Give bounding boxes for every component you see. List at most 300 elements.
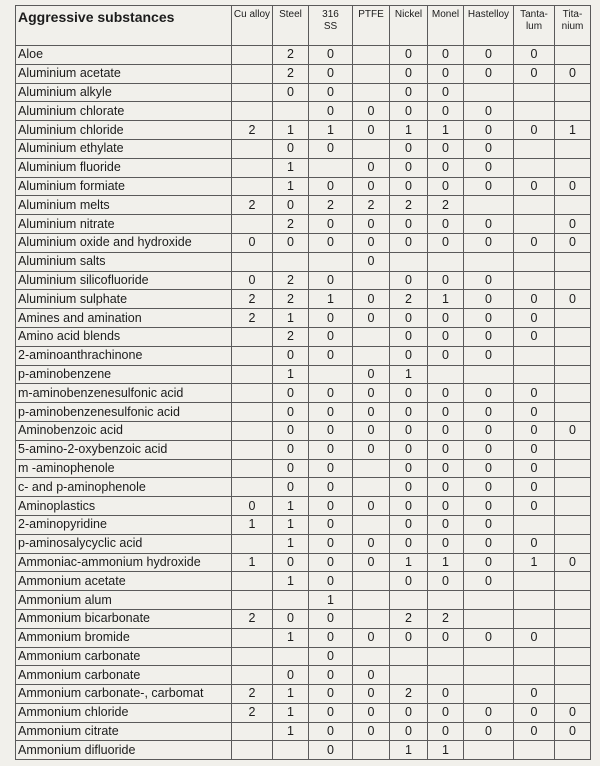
substance-name-cell: Aluminium oxide and hydroxide — [16, 233, 232, 252]
rating-cell: 0 — [353, 290, 390, 309]
rating-cell — [232, 421, 273, 440]
rating-cell: 0 — [464, 177, 514, 196]
rating-cell — [390, 666, 428, 685]
rating-cell: 0 — [309, 271, 353, 290]
rating-cell — [555, 628, 591, 647]
rating-cell: 1 — [514, 553, 555, 572]
rating-cell — [232, 139, 273, 158]
rating-cell: 0 — [428, 515, 464, 534]
rating-cell: 1 — [273, 722, 309, 741]
substance-name-cell: Aluminium chloride — [16, 121, 232, 140]
table-row — [16, 722, 591, 741]
rating-cell: 1 — [273, 703, 309, 722]
rating-cell: 0 — [309, 647, 353, 666]
rating-cell: 0 — [232, 233, 273, 252]
rating-cell: 0 — [353, 666, 390, 685]
substance-name-cell: Aluminium formiate — [16, 177, 232, 196]
table-row — [16, 309, 591, 328]
rating-cell: 0 — [428, 459, 464, 478]
rating-cell: 2 — [390, 196, 428, 215]
rating-cell — [232, 327, 273, 346]
rating-cell — [555, 440, 591, 459]
substance-name-cell: Amines and amination — [16, 309, 232, 328]
rating-cell — [232, 628, 273, 647]
rating-cell — [555, 102, 591, 121]
rating-cell: 1 — [390, 553, 428, 572]
rating-cell — [390, 252, 428, 271]
rating-cell: 0 — [464, 271, 514, 290]
rating-cell: 0 — [353, 102, 390, 121]
rating-cell: 0 — [390, 572, 428, 591]
rating-cell — [555, 271, 591, 290]
substance-name-cell: 5-amino-2-oxybenzoic acid — [16, 440, 232, 459]
rating-cell — [555, 647, 591, 666]
rating-cell: 0 — [514, 177, 555, 196]
table-row — [16, 384, 591, 403]
rating-cell: 0 — [514, 459, 555, 478]
rating-cell: 0 — [390, 515, 428, 534]
rating-cell: 1 — [555, 121, 591, 140]
rating-cell: 0 — [555, 233, 591, 252]
rating-cell: 0 — [309, 215, 353, 234]
rating-cell — [309, 365, 353, 384]
rating-cell — [555, 158, 591, 177]
rating-cell: 0 — [428, 346, 464, 365]
rating-cell: 0 — [309, 703, 353, 722]
rating-cell — [514, 196, 555, 215]
substance-name-cell: c- and p-aminophenole — [16, 478, 232, 497]
rating-cell: 0 — [232, 271, 273, 290]
substance-name-cell: Ammonium chloride — [16, 703, 232, 722]
rating-cell — [514, 647, 555, 666]
rating-cell: 0 — [428, 139, 464, 158]
rating-cell: 1 — [309, 591, 353, 610]
rating-cell: 0 — [390, 64, 428, 83]
rating-cell: 1 — [428, 121, 464, 140]
rating-cell: 0 — [390, 271, 428, 290]
rating-cell: 2 — [232, 309, 273, 328]
rating-cell: 0 — [353, 158, 390, 177]
rating-cell: 0 — [464, 403, 514, 422]
rating-cell: 0 — [428, 233, 464, 252]
rating-cell — [514, 365, 555, 384]
rating-cell: 0 — [428, 158, 464, 177]
substance-name-cell: p-aminosalycyclic acid — [16, 534, 232, 553]
rating-cell — [555, 346, 591, 365]
rating-cell: 0 — [273, 233, 309, 252]
table-row — [16, 177, 591, 196]
rating-cell — [428, 591, 464, 610]
rating-cell: 0 — [514, 64, 555, 83]
rating-cell: 0 — [390, 215, 428, 234]
table-row — [16, 64, 591, 83]
table-row — [16, 647, 591, 666]
rating-cell — [232, 215, 273, 234]
rating-cell — [514, 252, 555, 271]
substance-name-cell: Aluminium sulphate — [16, 290, 232, 309]
rating-cell: 2 — [353, 196, 390, 215]
rating-cell: 0 — [555, 64, 591, 83]
rating-cell: 0 — [464, 327, 514, 346]
header-row — [16, 6, 591, 46]
rating-cell: 1 — [273, 572, 309, 591]
rating-cell — [555, 403, 591, 422]
rating-cell: 2 — [428, 196, 464, 215]
substance-name-cell: m -aminophenole — [16, 459, 232, 478]
rating-cell — [232, 403, 273, 422]
rating-cell: 0 — [464, 290, 514, 309]
rating-cell — [353, 515, 390, 534]
rating-cell: 0 — [514, 703, 555, 722]
rating-cell: 0 — [309, 685, 353, 704]
rating-cell — [514, 158, 555, 177]
rating-cell: 0 — [464, 497, 514, 516]
rating-cell — [514, 515, 555, 534]
rating-cell: 0 — [555, 290, 591, 309]
rating-cell: 0 — [390, 703, 428, 722]
table-row — [16, 215, 591, 234]
rating-cell: 2 — [428, 609, 464, 628]
rating-cell — [555, 497, 591, 516]
column-header-cu-alloy: Cu alloy — [232, 6, 273, 46]
rating-cell — [232, 722, 273, 741]
rating-cell: 0 — [514, 534, 555, 553]
rating-cell: 0 — [309, 346, 353, 365]
rating-cell — [232, 365, 273, 384]
rating-cell: 0 — [390, 327, 428, 346]
rating-cell: 0 — [428, 440, 464, 459]
rating-cell: 0 — [464, 158, 514, 177]
rating-cell: 0 — [353, 553, 390, 572]
rating-cell: 0 — [514, 384, 555, 403]
rating-cell: 0 — [464, 384, 514, 403]
rating-cell: 0 — [232, 497, 273, 516]
rating-cell — [464, 196, 514, 215]
rating-cell — [464, 83, 514, 102]
rating-cell: 0 — [390, 309, 428, 328]
rating-cell: 0 — [309, 83, 353, 102]
rating-cell: 0 — [353, 403, 390, 422]
rating-cell — [232, 346, 273, 365]
rating-cell — [464, 685, 514, 704]
rating-cell: 2 — [390, 685, 428, 704]
table-row — [16, 271, 591, 290]
rating-cell: 0 — [464, 102, 514, 121]
rating-cell — [232, 64, 273, 83]
rating-cell — [555, 685, 591, 704]
rating-cell: 0 — [390, 628, 428, 647]
table-row — [16, 609, 591, 628]
table-row — [16, 196, 591, 215]
rating-cell: 0 — [309, 459, 353, 478]
rating-cell: 0 — [353, 309, 390, 328]
substance-name-cell: Ammonium bromide — [16, 628, 232, 647]
rating-cell — [464, 741, 514, 760]
rating-cell: 0 — [428, 497, 464, 516]
rating-cell: 0 — [273, 83, 309, 102]
rating-cell: 0 — [464, 478, 514, 497]
substance-name-cell: Ammonium carbonate-, carbomat — [16, 685, 232, 704]
rating-cell: 0 — [428, 177, 464, 196]
rating-cell: 0 — [464, 233, 514, 252]
rating-cell: 0 — [555, 215, 591, 234]
substance-name-cell: Aminoplastics — [16, 497, 232, 516]
rating-cell: 0 — [464, 459, 514, 478]
substance-name-cell: Aluminium chlorate — [16, 102, 232, 121]
rating-cell: 1 — [273, 121, 309, 140]
rating-cell — [353, 478, 390, 497]
rating-cell — [514, 215, 555, 234]
rating-cell: 0 — [464, 572, 514, 591]
rating-cell — [273, 591, 309, 610]
rating-cell — [353, 83, 390, 102]
rating-cell: 0 — [514, 46, 555, 65]
rating-cell: 0 — [390, 233, 428, 252]
table-row — [16, 121, 591, 140]
rating-cell: 0 — [514, 290, 555, 309]
rating-cell — [555, 459, 591, 478]
rating-cell — [390, 591, 428, 610]
rating-cell: 0 — [464, 703, 514, 722]
rating-cell — [273, 647, 309, 666]
substance-name-cell: Ammonium citrate — [16, 722, 232, 741]
rating-cell: 0 — [353, 365, 390, 384]
rating-cell — [353, 271, 390, 290]
rating-cell: 1 — [428, 290, 464, 309]
rating-cell — [428, 666, 464, 685]
rating-cell: 0 — [390, 497, 428, 516]
rating-cell — [514, 346, 555, 365]
substance-name-cell: 2-aminopyridine — [16, 515, 232, 534]
rating-cell: 0 — [309, 384, 353, 403]
rating-cell: 1 — [232, 553, 273, 572]
rating-cell — [464, 252, 514, 271]
rating-cell: 2 — [232, 609, 273, 628]
rating-cell: 0 — [309, 572, 353, 591]
table-row — [16, 534, 591, 553]
table-row — [16, 478, 591, 497]
rating-cell: 2 — [390, 290, 428, 309]
table-row — [16, 515, 591, 534]
rating-cell: 1 — [273, 497, 309, 516]
rating-cell — [428, 365, 464, 384]
rating-cell: 0 — [390, 158, 428, 177]
rating-cell: 0 — [353, 252, 390, 271]
substance-name-cell: Aluminium alkyle — [16, 83, 232, 102]
table-row — [16, 365, 591, 384]
table-row — [16, 741, 591, 760]
rating-cell: 1 — [428, 553, 464, 572]
table-row — [16, 139, 591, 158]
rating-cell — [232, 666, 273, 685]
rating-cell: 0 — [514, 309, 555, 328]
rating-cell: 2 — [232, 121, 273, 140]
substance-name-cell: Aluminium nitrate — [16, 215, 232, 234]
rating-cell: 0 — [555, 177, 591, 196]
rating-cell: 0 — [353, 384, 390, 403]
rating-cell: 0 — [428, 64, 464, 83]
rating-cell — [232, 647, 273, 666]
table-row — [16, 327, 591, 346]
rating-cell: 0 — [273, 459, 309, 478]
rating-cell — [232, 177, 273, 196]
rating-cell: 0 — [428, 327, 464, 346]
rating-cell: 2 — [273, 64, 309, 83]
rating-cell: 0 — [514, 478, 555, 497]
rating-cell: 0 — [353, 440, 390, 459]
rating-cell: 0 — [514, 722, 555, 741]
table-row — [16, 46, 591, 65]
rating-cell: 2 — [232, 196, 273, 215]
rating-cell — [464, 647, 514, 666]
rating-cell: 0 — [390, 139, 428, 158]
table-row — [16, 553, 591, 572]
rating-cell: 0 — [428, 215, 464, 234]
rating-cell — [464, 666, 514, 685]
rating-cell: 0 — [309, 478, 353, 497]
rating-cell: 0 — [353, 121, 390, 140]
substance-name-cell: Aluminium acetate — [16, 64, 232, 83]
rating-cell: 0 — [273, 553, 309, 572]
rating-cell: 0 — [428, 478, 464, 497]
rating-cell: 0 — [514, 421, 555, 440]
column-header-nickel: Nickel — [390, 6, 428, 46]
rating-cell: 1 — [273, 534, 309, 553]
rating-cell — [309, 252, 353, 271]
rating-cell — [353, 139, 390, 158]
substance-name-cell: Aluminium fluoride — [16, 158, 232, 177]
rating-cell: 0 — [353, 685, 390, 704]
rating-cell: 0 — [428, 572, 464, 591]
rating-cell — [555, 139, 591, 158]
substance-name-cell: Aluminium ethylate — [16, 139, 232, 158]
rating-cell — [514, 741, 555, 760]
column-header-ptfe: PTFE — [353, 6, 390, 46]
table-row — [16, 346, 591, 365]
rating-cell: 0 — [428, 384, 464, 403]
rating-cell: 0 — [514, 327, 555, 346]
substance-name-cell: Ammonium acetate — [16, 572, 232, 591]
rating-cell: 0 — [428, 309, 464, 328]
rating-cell: 0 — [390, 46, 428, 65]
rating-cell: 0 — [353, 722, 390, 741]
rating-cell — [353, 572, 390, 591]
rating-cell: 1 — [390, 365, 428, 384]
rating-cell — [514, 591, 555, 610]
table-row — [16, 497, 591, 516]
rating-cell — [514, 102, 555, 121]
rating-cell — [555, 365, 591, 384]
rating-cell: 0 — [464, 64, 514, 83]
rating-cell: 0 — [353, 497, 390, 516]
rating-cell: 0 — [309, 327, 353, 346]
rating-cell — [232, 440, 273, 459]
rating-cell — [232, 534, 273, 553]
rating-cell — [353, 346, 390, 365]
rating-cell: 1 — [273, 628, 309, 647]
rating-cell: 1 — [273, 309, 309, 328]
substance-name-cell: Ammonium alum — [16, 591, 232, 610]
rating-cell — [555, 196, 591, 215]
rating-cell — [353, 46, 390, 65]
rating-cell — [232, 384, 273, 403]
rating-cell: 0 — [390, 421, 428, 440]
rating-cell: 0 — [273, 478, 309, 497]
rating-cell: 2 — [273, 46, 309, 65]
rating-cell — [555, 384, 591, 403]
substance-name-cell: Ammonium carbonate — [16, 647, 232, 666]
rating-cell: 2 — [273, 215, 309, 234]
rating-cell — [514, 572, 555, 591]
substance-name-cell: p-aminobenzenesulfonic acid — [16, 403, 232, 422]
table-row — [16, 403, 591, 422]
table-row — [16, 421, 591, 440]
rating-cell: 1 — [273, 177, 309, 196]
rating-cell: 1 — [428, 741, 464, 760]
rating-cell — [232, 46, 273, 65]
column-header-aggressive-substances: Aggressive substances — [16, 6, 232, 46]
rating-cell: 0 — [390, 403, 428, 422]
rating-cell — [353, 591, 390, 610]
rating-cell: 0 — [309, 233, 353, 252]
rating-cell: 0 — [273, 384, 309, 403]
rating-cell: 0 — [514, 685, 555, 704]
rating-cell — [555, 534, 591, 553]
rating-cell: 0 — [464, 346, 514, 365]
substance-name-cell: Ammonium difluoride — [16, 741, 232, 760]
rating-cell: 0 — [273, 440, 309, 459]
table-row — [16, 703, 591, 722]
rating-cell — [232, 741, 273, 760]
rating-cell: 0 — [464, 553, 514, 572]
rating-cell — [555, 327, 591, 346]
rating-cell: 0 — [464, 722, 514, 741]
rating-cell: 2 — [309, 196, 353, 215]
rating-cell — [353, 741, 390, 760]
rating-cell: 0 — [273, 421, 309, 440]
rating-cell: 0 — [390, 534, 428, 553]
rating-cell: 0 — [309, 139, 353, 158]
rating-cell: 0 — [464, 121, 514, 140]
substance-name-cell: Aluminium melts — [16, 196, 232, 215]
substance-name-cell: Aluminium silicofluoride — [16, 271, 232, 290]
rating-cell — [232, 591, 273, 610]
table-row — [16, 440, 591, 459]
rating-cell: 0 — [353, 215, 390, 234]
rating-cell — [514, 666, 555, 685]
rating-cell: 0 — [390, 384, 428, 403]
table-body — [16, 46, 591, 760]
rating-cell — [514, 609, 555, 628]
rating-cell: 0 — [309, 666, 353, 685]
rating-cell: 0 — [514, 628, 555, 647]
rating-cell — [232, 158, 273, 177]
table-row — [16, 290, 591, 309]
rating-cell: 0 — [428, 628, 464, 647]
rating-cell: 0 — [353, 628, 390, 647]
substance-name-cell: Aluminium salts — [16, 252, 232, 271]
rating-cell — [555, 252, 591, 271]
rating-cell — [555, 572, 591, 591]
rating-cell: 0 — [428, 703, 464, 722]
rating-cell: 1 — [390, 121, 428, 140]
rating-cell — [555, 609, 591, 628]
column-header-steel: Steel — [273, 6, 309, 46]
rating-cell: 2 — [273, 327, 309, 346]
rating-cell: 0 — [428, 46, 464, 65]
rating-cell — [390, 647, 428, 666]
rating-cell: 0 — [309, 609, 353, 628]
